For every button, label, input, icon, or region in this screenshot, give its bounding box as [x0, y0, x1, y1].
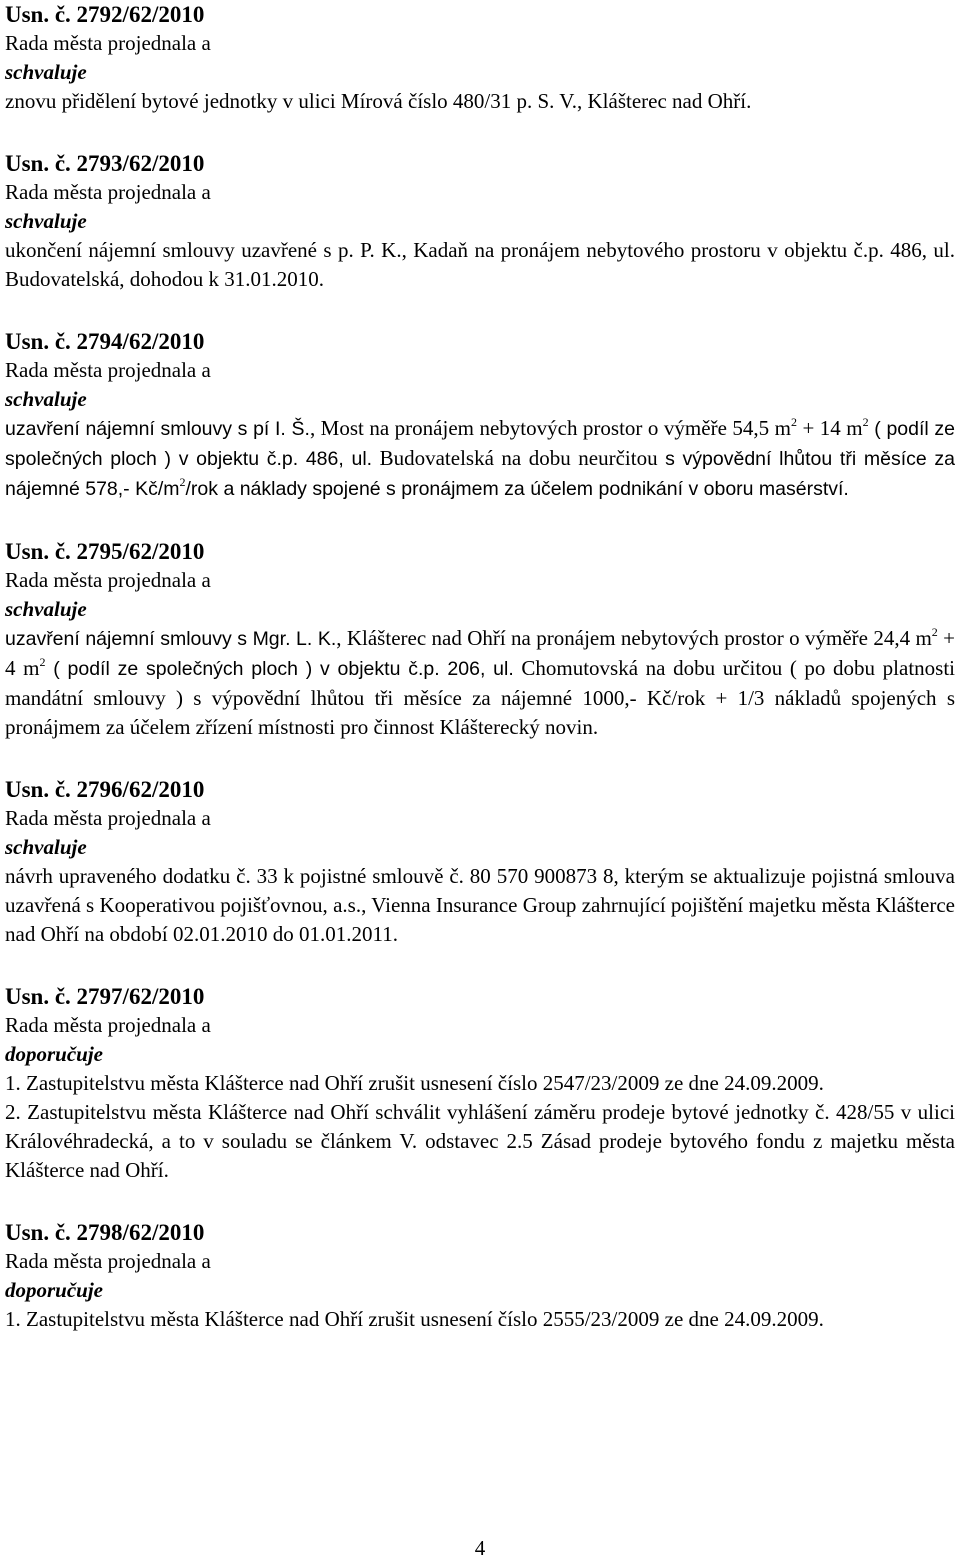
resolution-number: Usn. č. 2798/62/2010 [5, 1220, 205, 1245]
superscript: 2 [179, 475, 186, 489]
text-run: , Klášterec nad Ohří na pronájem nebytových prostor o výměře 24,4 m [336, 626, 932, 650]
resolution-paragraph [5, 1305, 955, 1334]
text-run: , Most na pronájem nebytových prostor o výměře 54,5 m [309, 416, 791, 440]
resolutions-list [5, 0, 955, 1334]
document-page [5, 0, 955, 1367]
resolution-intro: Rada města projednala a [5, 31, 211, 55]
text-run: 1. Zastupitelstvu města Klášterce nad Ohří zrušit usnesení číslo 2547/23/2009 ze dne 24.09.2009. [5, 1071, 824, 1095]
text-run: Budovatelská na dobu neurčitou [372, 446, 666, 470]
resolution-paragraph [5, 624, 955, 742]
resolution-verb: doporučuje [5, 1042, 104, 1066]
text-run: /rok a náklady spojené s pronájmem za účelem podnikání v oboru masérství. [185, 478, 849, 500]
resolution-number: Usn. č. 2792/62/2010 [5, 2, 205, 27]
text-run: + 4 m [5, 626, 955, 680]
superscript: 2 [931, 625, 938, 639]
resolution-number: Usn. č. 2797/62/2010 [5, 984, 205, 1009]
text-run: ukončení nájemní smlouvy uzavřené s p. P. K., Kadaň na pronájem nebytového prostoru v objektu č.p. 486, ul. Budovatelská, dohodou k 31.01.2010. [5, 238, 955, 291]
text-run: znovu přidělení bytové jednotky v ulici Mírová číslo 480/31 p. S. V., Klášterec nad Ohří. [5, 89, 752, 113]
resolution-paragraph [5, 414, 955, 504]
text-run: ( podíl ze společných ploch ) v objektu č.p. 206, ul. [45, 658, 514, 680]
resolution-block [5, 1218, 955, 1334]
resolution-number: Usn. č. 2793/62/2010 [5, 151, 205, 176]
resolution-block [5, 327, 955, 504]
resolution-number: Usn. č. 2794/62/2010 [5, 329, 205, 354]
resolution-text [5, 414, 955, 504]
resolution-verb: schvaluje [5, 387, 87, 411]
text-run: uzavření nájemní smlouvy s pí I. Š. [5, 418, 310, 440]
resolution-block [5, 775, 955, 949]
text-run: 2. Zastupitelstvu města Klášterce nad Ohří schválit vyhlášení záměru prodeje bytové jednotky č. 428/55 v ulici Královéhradecká, a to v souladu se článkem V. odstavec 2.5 Zásad prodeje bytového fondu z majetku města Klášterce nad Ohří. [5, 1100, 955, 1182]
text-run: uzavření nájemní smlouvy s Mgr. L. K. [5, 628, 337, 650]
resolution-block [5, 0, 955, 116]
resolution-paragraph [5, 862, 955, 949]
resolution-paragraph [5, 1098, 955, 1185]
resolution-verb: doporučuje [5, 1278, 104, 1302]
resolution-text [5, 236, 955, 294]
superscript: 2 [862, 415, 869, 429]
resolution-intro: Rada města projednala a [5, 1013, 211, 1037]
resolution-paragraph [5, 236, 955, 294]
text-run: Chomutovská na dobu určitou ( po dobu platnosti mandátní smlouvy ) s výpovědní lhůtou tři měsíce za nájemné 1000,- Kč/rok + 1/3 nákladů spojených s pronájmem za účelem zřízení místnosti pro činnost Klášterecký novin. [5, 656, 955, 739]
resolution-block [5, 537, 955, 742]
text-run: s výpovědní lhůtou tři měsíce za nájemné 578,- Kč/m [5, 448, 955, 500]
resolution-intro: Rada města projednala a [5, 180, 211, 204]
resolution-intro: Rada města projednala a [5, 1249, 211, 1273]
text-run: + 14 m [796, 416, 863, 440]
text-run: 1. Zastupitelstvu města Klášterce nad Ohří zrušit usnesení číslo 2555/23/2009 ze dne 24.09.2009. [5, 1307, 824, 1331]
resolution-text [5, 624, 955, 742]
text-run: ( podíl ze společných ploch ) v objektu č.p. 486, ul. [5, 418, 955, 470]
resolution-number: Usn. č. 2795/62/2010 [5, 539, 205, 564]
resolution-paragraph [5, 1069, 955, 1098]
superscript: 2 [39, 655, 46, 669]
resolution-intro: Rada města projednala a [5, 568, 211, 592]
resolution-block [5, 982, 955, 1185]
superscript: 2 [790, 415, 797, 429]
resolution-verb: schvaluje [5, 597, 87, 621]
resolution-text [5, 1069, 955, 1185]
resolution-verb: schvaluje [5, 209, 87, 233]
resolution-verb: schvaluje [5, 60, 87, 84]
resolution-block [5, 149, 955, 294]
resolution-text [5, 1305, 955, 1334]
resolution-verb: schvaluje [5, 835, 87, 859]
resolution-intro: Rada města projednala a [5, 358, 211, 382]
page-number: 4 [474, 1536, 486, 1560]
resolution-intro: Rada města projednala a [5, 806, 211, 830]
resolution-number: Usn. č. 2796/62/2010 [5, 777, 205, 802]
resolution-text [5, 862, 955, 949]
text-run: návrh upraveného dodatku č. 33 k pojistné smlouvě č. 80 570 900873 8, kterým se aktualizuje pojistná smlouva uzavřená s Kooperativou pojišťovnou, a.s., Vienna Insurance Group zahrnující pojištění majetku města Klášterce nad Ohří na období 02.01.2010 do 01.01.2011. [5, 864, 955, 946]
resolution-text [5, 87, 955, 116]
resolution-paragraph [5, 87, 955, 116]
